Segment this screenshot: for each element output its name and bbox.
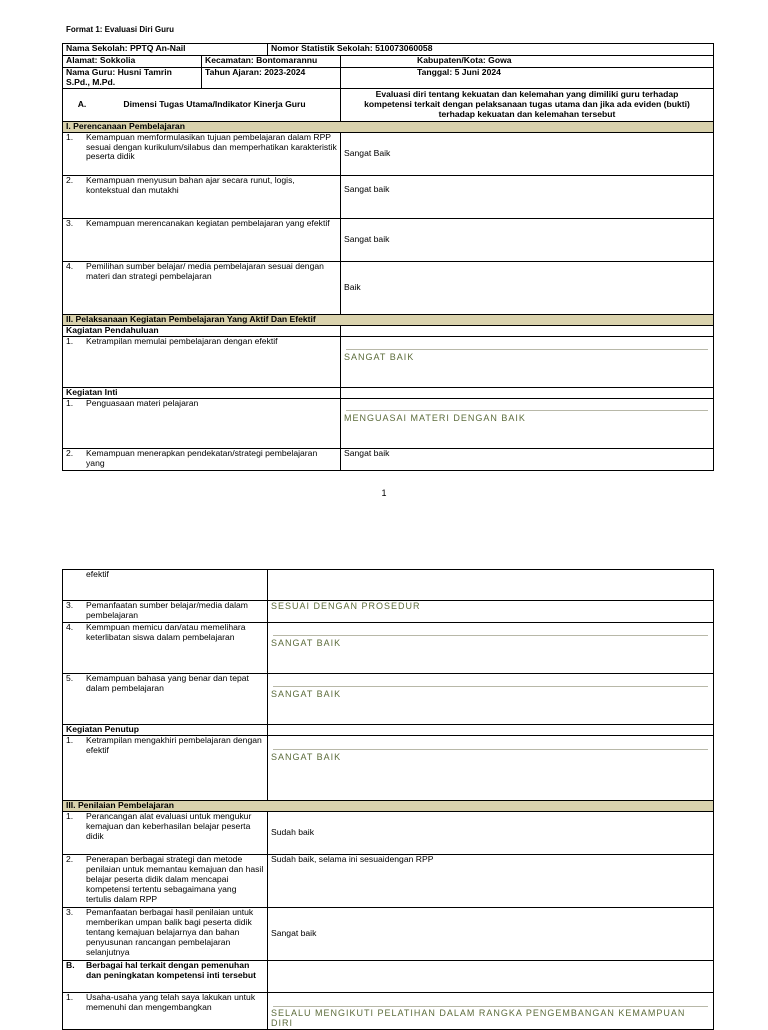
indicator-text: Kemampuan bahasa yang benar dan tepat dalam pembelajaran bbox=[86, 673, 249, 693]
tahun-ajaran: Tahun Ajaran: 2023-2024 bbox=[202, 68, 341, 89]
indicator-row bbox=[63, 261, 341, 314]
page-1 bbox=[0, 0, 768, 510]
indicator-text: Kemampuan merencanakan kegiatan pembelajaran yang efektif bbox=[86, 218, 330, 228]
subsection-inti: Kegiatan Inti bbox=[63, 387, 341, 398]
indicator-row bbox=[63, 623, 268, 674]
evaluation-text: SANGAT BAIK bbox=[271, 752, 342, 762]
indicator-row bbox=[63, 674, 268, 725]
section-b-title: Berbagai hal terkait dengan pemenuhan dan peningkatan kompetensi inti tersebut bbox=[86, 960, 256, 980]
kabupaten: Kabupaten/Kota: Gowa bbox=[341, 56, 714, 68]
evaluation-text: SANGAT BAIK bbox=[271, 689, 342, 699]
indicator-text: Pemanfaatan sumber belajar/media dalam pembelajaran bbox=[86, 600, 248, 620]
indicator-text: Usaha-usaha yang telah saya lakukan untuk memenuhi dan mengembangkan bbox=[86, 992, 256, 1012]
subsection-pendahuluan: Kagiatan Pendahuluan bbox=[63, 325, 341, 336]
indicator-text: Perancangan alat evaluasi untuk mengukur kemajuan dan keberhasilan belajar peserta didik bbox=[86, 811, 252, 841]
indicator-row bbox=[63, 736, 268, 801]
item-number: B. bbox=[66, 960, 75, 970]
evaluation-value bbox=[341, 175, 714, 218]
empty-cell bbox=[341, 325, 714, 336]
indicator-row bbox=[63, 132, 341, 175]
indicator-text: Ketrampilan mengakhiri pembelajaran dengan efektif bbox=[86, 735, 262, 755]
item-number: 1. bbox=[66, 132, 74, 142]
indicator-row bbox=[63, 908, 268, 961]
indicator-text: Kemampuan menyusun bahan ajar secara runut, logis, kontekstual dan mutakhi bbox=[86, 175, 295, 195]
item-number: 4. bbox=[66, 261, 74, 271]
indicator-row bbox=[63, 398, 341, 448]
page-2 bbox=[0, 510, 768, 1029]
indicator-text: Kemampuan memformulasikan tujuan pembelajaran dalam RPP sesuai dengan kurikulum/silabus dan memperhatikan karakteristik peserta didik bbox=[86, 132, 337, 162]
evaluation-text: SANGAT BAIK bbox=[344, 351, 415, 362]
evaluation-value bbox=[268, 674, 714, 725]
evaluation-text: SESUAI DENGAN PROSEDUR bbox=[271, 601, 421, 611]
item-number: 1. bbox=[66, 336, 74, 346]
section-perencanaan: I. Perencanaan Pembelajaran bbox=[63, 121, 714, 132]
item-number: 3. bbox=[66, 907, 74, 917]
column-header-dimensi bbox=[63, 89, 341, 122]
indicator-row bbox=[63, 855, 268, 908]
nama-sekolah: Nama Sekolah: PPTQ An-Nail bbox=[63, 44, 268, 56]
item-number: 2. bbox=[66, 175, 74, 185]
evaluation-value bbox=[268, 736, 714, 801]
empty-cell bbox=[341, 387, 714, 398]
item-number: 2. bbox=[66, 854, 74, 864]
item-number: 5. bbox=[66, 673, 74, 683]
evaluation-value bbox=[268, 601, 714, 623]
section-penilaian: III. Penilaian Pembelajaran bbox=[63, 801, 714, 812]
column-header-evaluasi: Evaluasi diri tentang kekuatan dan kelemahan yang dimiliki guru terhadap kompetensi terkait dengan pelaksanaan tugas utama dan jika ada eviden (bukti) terhadap kekuatan dan kelemahan tersebut bbox=[341, 89, 714, 122]
format-title: Format 1: Evaluasi Diri Guru bbox=[66, 25, 175, 34]
item-number: 1. bbox=[66, 992, 74, 1002]
indicator-text: Pemilihan sumber belajar/ media pembelajaran sesuai dengan materi dan strategi pembelajaran bbox=[86, 261, 324, 281]
evaluation-text: SANGAT BAIK bbox=[271, 638, 342, 648]
evaluation-value: Sudah baik, selama ini sesuaidengan RPP bbox=[268, 855, 714, 908]
indicator-row bbox=[63, 175, 341, 218]
item-number: 2. bbox=[66, 448, 74, 458]
page-number: 1 bbox=[381, 488, 387, 498]
kecamatan: Kecamatan: Bontomarannu bbox=[202, 56, 341, 68]
indicator-text: efektif bbox=[86, 569, 109, 579]
item-number: 4. bbox=[66, 622, 74, 632]
nomor-statistik: Nomor Statistik Sekolah: 510073060058 bbox=[268, 44, 714, 56]
alamat: Alamat: Sokkolia bbox=[63, 56, 202, 68]
evaluation-value bbox=[341, 398, 714, 448]
column-header-dimensi-text: Dimensi Tugas Utama/Indikator Kinerja Guru bbox=[123, 98, 306, 109]
evaluation-value: Sangat baik bbox=[341, 218, 714, 261]
indicator-row bbox=[63, 336, 341, 387]
indicator-row bbox=[63, 601, 268, 623]
evaluation-value: Sangat Baik bbox=[341, 132, 714, 175]
section-pelaksanaan: II. Pelaksanaan Kegiatan Pembelajaran Yang Aktif Dan Efektif bbox=[63, 314, 714, 325]
evaluation-value: Sangat baik bbox=[268, 908, 714, 961]
subsection-penutup: Kegiatan Penutup bbox=[63, 725, 268, 736]
evaluation-value: Sudah baik bbox=[268, 812, 714, 855]
evaluation-table-page-1 bbox=[62, 43, 714, 471]
evaluation-value: Sangat baik bbox=[341, 448, 714, 470]
indicator-row bbox=[63, 448, 341, 470]
evaluation-value: Baik bbox=[341, 261, 714, 314]
empty-cell bbox=[268, 725, 714, 736]
nama-guru: Nama Guru: Husni Tamrin S.Pd., M.Pd. bbox=[63, 68, 202, 89]
indicator-text: Penerapan berbagai strategi dan metode penilaian untuk memantau kemajuan dan hasil belajar peserta didik dalam mencapai kompetensi tertentu sebagaimana yang tertulis dalam RPP bbox=[86, 854, 264, 904]
item-number: 1. bbox=[66, 735, 74, 745]
indicator-text: Kemampuan menerapkan pendekatan/strategi pembelajaran yang bbox=[86, 448, 318, 468]
indicator-text: Ketrampilan memulai pembelajaran dengan efektif bbox=[86, 336, 278, 346]
evaluation-text: SELALU MENGIKUTI PELATIHAN DALAM RANGKA PENGEMBANGAN KEMAMPUAN DIRI bbox=[271, 1008, 686, 1029]
indicator-row bbox=[63, 812, 268, 855]
indicator-text: Kemmpuan memicu dan/atau memelihara keterlibatan siswa dalam pembelajaran bbox=[86, 622, 246, 642]
item-number: 1. bbox=[66, 398, 74, 408]
item-number: 1. bbox=[66, 811, 74, 821]
item-number: 3. bbox=[66, 600, 74, 610]
empty-cell bbox=[268, 961, 714, 993]
item-number: 3. bbox=[66, 218, 74, 228]
indicator-row-continued bbox=[63, 570, 268, 601]
indicator-row bbox=[63, 218, 341, 261]
indicator-text: Pemanfaatan berbagai hasil penilaian untuk memberikan umpan balik bagi peserta didik tentang kemajuan belajarnya dan bahan penyusunan rancangan pembelajaran selanjutnya bbox=[86, 907, 254, 957]
evaluation-value bbox=[268, 623, 714, 674]
tanggal: Tanggal: 5 Juni 2024 bbox=[341, 68, 714, 89]
evaluation-table-page-2 bbox=[62, 569, 714, 1030]
section-b-header bbox=[63, 961, 268, 993]
evaluation-text: Sangat baik bbox=[344, 183, 390, 194]
empty-cell bbox=[268, 570, 714, 601]
indicator-text: Penguasaan materi pelajaran bbox=[86, 398, 199, 408]
evaluation-text: MENGUASAI MATERI DENGAN BAIK bbox=[344, 412, 526, 423]
column-header-num: A. bbox=[77, 98, 87, 109]
evaluation-value bbox=[341, 336, 714, 387]
